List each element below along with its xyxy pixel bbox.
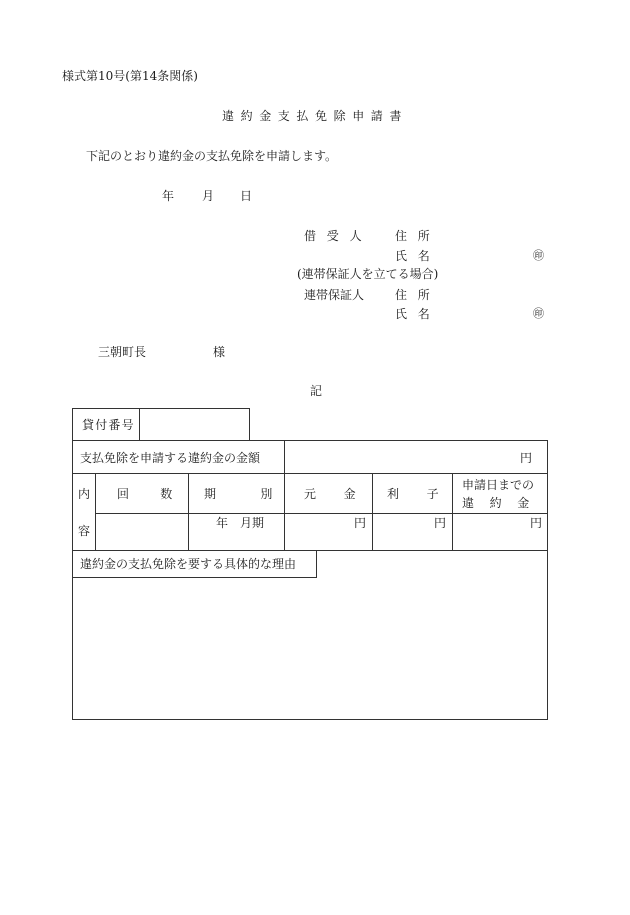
guarantor-name-label: 氏名: [395, 307, 441, 321]
reason-label: 違約金の支払免除を要する具体的な理由: [80, 557, 297, 571]
col-divider: [452, 473, 453, 551]
guarantor-label: 連帯保証人: [304, 288, 365, 302]
header-row-divider: [95, 513, 548, 514]
loan-number-label: 貸付番号: [82, 418, 135, 432]
document-title: 違約金支払免除申請書: [222, 109, 409, 123]
addressee-mayor: 三朝町長: [98, 345, 147, 359]
header-period: 期別: [204, 487, 317, 501]
col-divider: [188, 473, 189, 551]
header-penalty-line1: 申請日までの: [462, 478, 535, 492]
date-day-label: 日: [240, 189, 253, 203]
borrower-address-label: 住所: [395, 229, 441, 243]
header-principal: 元金: [304, 487, 384, 501]
row-divider: [72, 473, 548, 474]
period-unit: 年 月期: [216, 516, 265, 530]
form-number: 様式第10号(第14条関係): [62, 69, 198, 83]
naiyo-char-2: 容: [78, 524, 91, 538]
col-divider: [372, 473, 373, 551]
date-month-label: 月: [202, 189, 215, 203]
guarantor-address-label: 住所: [395, 288, 441, 302]
intro-text: 下記のとおり違約金の支払免除を申請します。: [86, 149, 338, 163]
loan-number-divider: [139, 408, 140, 441]
seal-mark: ㊞: [533, 249, 544, 262]
amount-yen: 円: [520, 451, 533, 465]
amount-label: 支払免除を申請する違約金の金額: [80, 451, 261, 465]
borrower-label: 借受人: [304, 229, 373, 243]
borrower-name-label: 氏名: [395, 249, 441, 263]
ki-heading: 記: [310, 384, 323, 398]
naiyo-char-1: 内: [78, 487, 91, 501]
naiyo-divider: [95, 473, 96, 551]
col-divider: [284, 473, 285, 551]
amount-divider: [284, 440, 285, 474]
interest-yen: 円: [434, 516, 447, 530]
seal-mark: ㊞: [533, 307, 544, 320]
addressee-honorific: 様: [213, 345, 226, 359]
header-count: 回数: [117, 487, 204, 501]
guarantor-note: (連帯保証人を立てる場合): [297, 267, 439, 281]
header-interest: 利子: [387, 487, 467, 501]
date-year-label: 年: [162, 189, 175, 203]
penalty-yen: 円: [530, 516, 543, 530]
header-penalty-line2: 違約金: [462, 496, 545, 510]
principal-yen: 円: [354, 516, 367, 530]
